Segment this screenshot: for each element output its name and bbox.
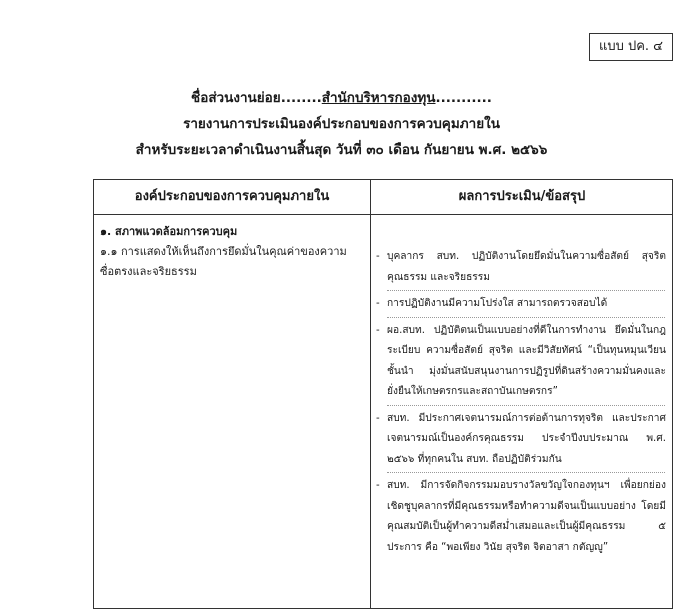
report-period: สำหรับระยะเวลาดำเนินงานสิ้นสุด วันที่ ๓๐ เดือน กันยายน พ.ศ. ๒๕๖๖ — [135, 142, 548, 158]
bullet-dash: - — [376, 251, 380, 262]
header-divider — [94, 214, 672, 215]
bullet-dash: - — [376, 324, 380, 336]
dotted-separator — [387, 290, 665, 291]
result-text: สบท. มีการจัดกิจกรรมมอบรางวัลขวัญใจกองทุนฯ เพื่อยกย่องเชิดชูบุคลากรที่มีคุณธรรมหรือทำความดีจนเป็นแบบอย่าง โดยมีคุณสมบัติเป็นผู้ทำความดีสม่ำเสมอและเป็นผู้มีคุณธรรม ๕ ประการ คือ “พอเพียง วินัย สุจริต จิตอาสา กตัญญู” — [387, 480, 666, 553]
result-item — [376, 321, 666, 403]
form-code-box: แบบ ปค. ๔ — [589, 33, 673, 61]
result-item — [376, 409, 666, 471]
result-cell — [376, 247, 666, 559]
unit-name-line — [0, 86, 683, 108]
unit-dots-before: ........ — [280, 90, 322, 106]
bullet-dash: - — [376, 412, 380, 424]
bullet-dash: - — [376, 480, 380, 491]
unit-label: ชื่อส่วนงานย่อย — [191, 90, 281, 106]
result-item — [376, 294, 666, 315]
unit-dots-after: ........... — [435, 90, 492, 106]
result-text: การปฏิบัติงานมีความโปร่งใส สามารถตรวจสอบได้ — [387, 298, 608, 309]
result-item — [376, 247, 666, 288]
component-cell — [100, 222, 366, 282]
dotted-separator — [387, 405, 665, 406]
result-text: ผอ.สบท. ปฏิบัติตนเป็นแบบอย่างที่ดีในการทำงาน ยึดมั่นในกฎระเบียบ ความซื่อสัตย์ สุจริต และมีวิสัยทัศน์ “เป็นทุนหมุนเวียนชั้นนำ มุ่งมั่นสนับสนุนงานการปฏิรูปที่ดินสร้างความมั่นคงและยั่งยืนให้เกษตรกรและสถาบันเกษตรกร” — [387, 324, 666, 397]
report-title: รายงานการประเมินองค์ประกอบของการควบคุมภายใน — [183, 116, 500, 132]
column-divider — [370, 180, 371, 608]
component-item: ๑.๑ การแสดงให้เห็นถึงการยึดมั่นในคุณค่าของความซื่อตรงและจริยธรรม — [100, 245, 347, 278]
column-header-component: องค์ประกอบของการควบคุมภายใน — [134, 189, 330, 204]
section-title: ๑. สภาพแวดล้อมการควบคุม — [100, 225, 238, 238]
assessment-table — [93, 179, 673, 609]
result-item — [376, 476, 666, 558]
column-header-result: ผลการประเมิน/ข้อสรุป — [458, 189, 586, 204]
dotted-separator — [387, 472, 665, 473]
result-text: บุคลากร สบท. ปฏิบัติงานโดยยึดมั่นในความซื่อสัตย์ สุจริต คุณธรรม และจริยธรรม — [387, 251, 666, 283]
bullet-dash: - — [376, 298, 380, 309]
dotted-separator — [387, 317, 665, 318]
result-text: สบท. มีประกาศเจตนารมณ์การต่อต้านการทุจริต และประกาศเจตนารมณ์เป็นองค์กรคุณธรรม ประจำปีงบประมาณ พ.ศ. ๒๕๖๖ ที่ทุกคนใน สบท. ถือปฏิบัติร่วมกัน — [387, 412, 666, 465]
unit-name: สำนักบริหารกองทุน — [321, 90, 436, 106]
